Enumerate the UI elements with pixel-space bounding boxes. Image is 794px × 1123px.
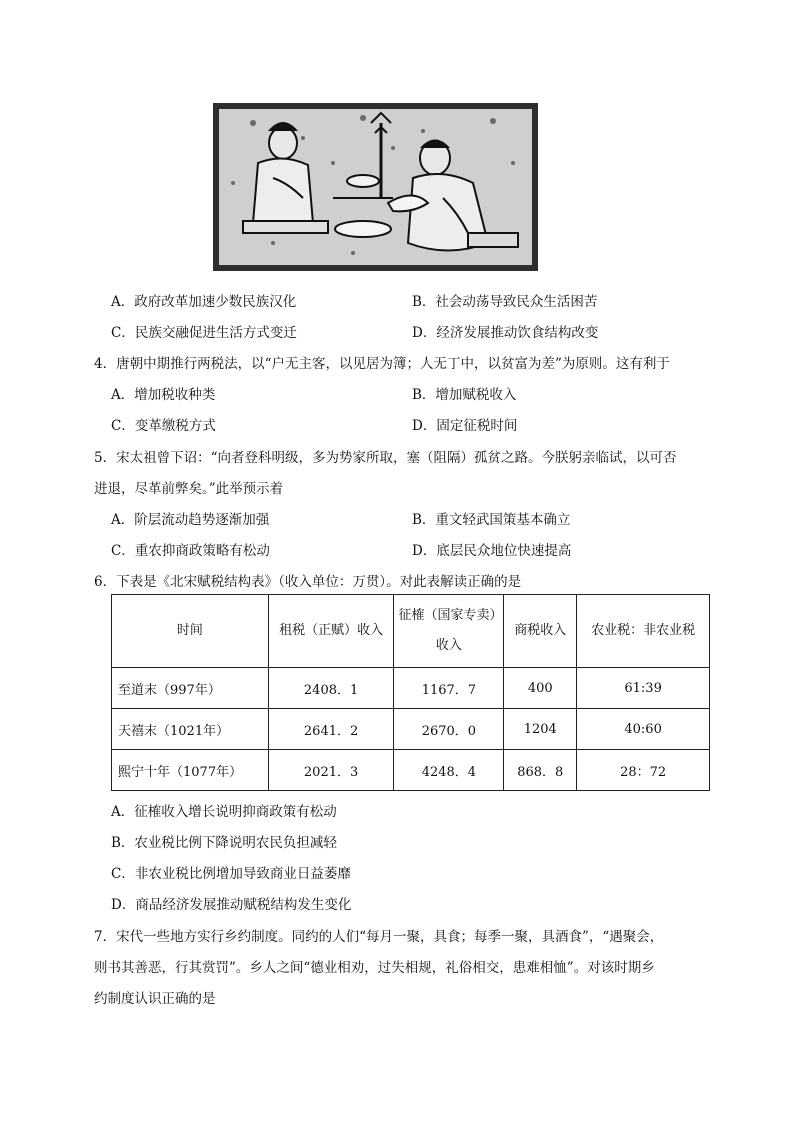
q4-stem: 4．唐朝中期推行两税法，以“户无主客，以见居为簿；人无丁中，以贫富为差”为原则。这有利于 (94, 356, 670, 372)
q3-option-a: A．政府改革加速少数民族汉化 (111, 294, 297, 310)
header-monopoly-line2: 收入 (435, 638, 462, 653)
header-land-tax: 租税（正赋）收入 (268, 595, 394, 668)
q7-stem-line3: 约制度认识正确的是 (94, 991, 216, 1007)
header-monopoly (394, 595, 504, 668)
cell-commercial-tax: 868．8 (504, 750, 577, 791)
cell-time: 天禧末（1021年） (112, 709, 269, 750)
q5-stem-line2: 进退，尽革前弊矣。”此举预示着 (94, 481, 284, 497)
cell-ratio: 61:39 (577, 668, 710, 709)
cell-ratio: 28：72 (577, 750, 710, 791)
q3-option-d: D．经济发展推动饮食结构改变 (412, 325, 599, 341)
cell-commercial-tax: 400 (504, 668, 577, 709)
q5-option-c: C．重农抑商政策略有松动 (111, 543, 270, 559)
tax-structure-table (111, 594, 710, 791)
q4-option-c: C．变革缴税方式 (111, 418, 216, 434)
q5-option-d: D．底层民众地位快速提高 (412, 543, 572, 559)
q3-option-c: C．民族交融促进生活方式变迁 (111, 325, 297, 341)
q7-stem-line2: 则书其善恶，行其赏罚”。乡人之间“德业相劝，过失相规，礼俗相交，患难相恤”。对该时期乡 (94, 960, 655, 976)
cell-monopoly: 4248．4 (394, 750, 504, 791)
q4-option-d: D．固定征税时间 (412, 418, 518, 434)
q6-option-a: A．征榷收入增长说明抑商政策有松动 (111, 804, 337, 820)
q5-option-a: A．阶层流动趋势逐渐加强 (111, 512, 270, 528)
cell-land-tax: 2641．2 (268, 709, 394, 750)
q4-option-b: B．增加赋税收入 (412, 387, 517, 403)
cell-time: 至道末（997年） (112, 668, 269, 709)
q3-option-b: B．社会动荡导致民众生活困苦 (412, 294, 598, 310)
cell-monopoly: 1167．7 (394, 668, 504, 709)
q5-option-b: B．重文轻武国策基本确立 (412, 512, 571, 528)
header-monopoly-line1: 征榷（国家专卖） (398, 608, 503, 623)
header-ratio: 农业税：非农业税 (577, 595, 710, 668)
table-row (112, 668, 710, 709)
q6-option-c: C．非农业税比例增加导致商业日益萎靡 (111, 866, 351, 882)
cell-time: 熙宁十年（1077年） (112, 750, 269, 791)
q6-option-b: B．农业税比例下降说明农民负担减轻 (111, 835, 337, 851)
q6-stem: 6．下表是《北宋赋税结构表》（收入单位：万贯）。对此表解读正确的是 (94, 574, 522, 590)
cell-ratio: 40:60 (577, 709, 710, 750)
q4-option-a: A．增加税收种类 (111, 387, 216, 403)
cell-land-tax: 2021．3 (268, 750, 394, 791)
table-header-row (112, 595, 710, 668)
q5-stem-line1: 5．宋太祖曾下诏：“向者登科明级，多为势家所取，塞（阻隔）孤贫之路。今朕躬亲临试，以可否 (94, 450, 677, 466)
header-commercial-tax: 商税收入 (504, 595, 577, 668)
tomb-mural-image (213, 103, 538, 271)
cell-monopoly: 2670．0 (394, 709, 504, 750)
header-time: 时间 (112, 595, 269, 668)
cell-land-tax: 2408．1 (268, 668, 394, 709)
table-row (112, 709, 710, 750)
q6-option-d: D．商品经济发展推动赋税结构发生变化 (111, 897, 352, 913)
q7-stem-line1: 7．宋代一些地方实行乡约制度。同约的人们“每月一聚，具食；每季一聚，具酒食”，“遇聚会， (94, 929, 664, 945)
table-row (112, 750, 710, 791)
cell-commercial-tax: 1204 (504, 709, 577, 750)
